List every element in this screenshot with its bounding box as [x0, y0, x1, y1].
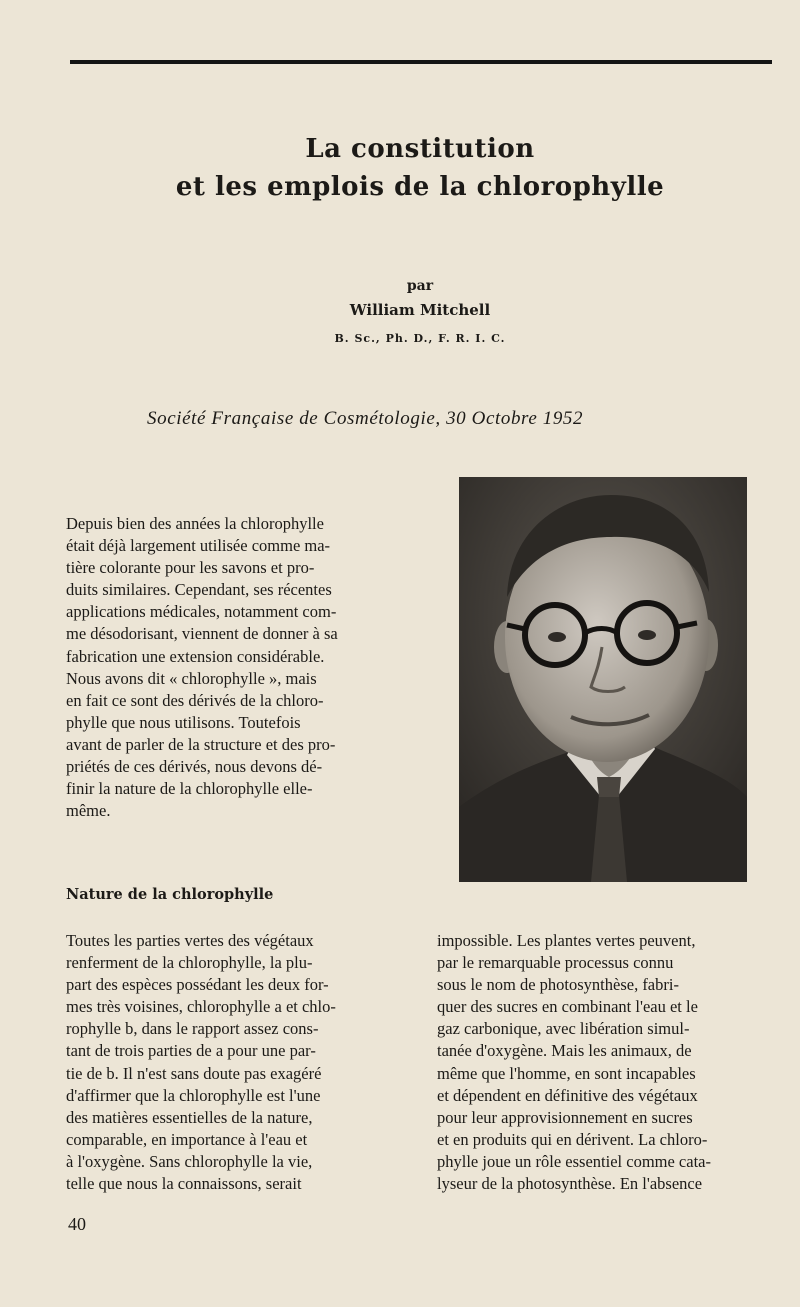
intro-line: duits similaires. Cependant, ses récentes: [66, 580, 332, 600]
intro-line: finir la nature de la chlorophylle elle-: [66, 779, 313, 799]
intro-line: me désodorisant, viennent de donner à sa: [66, 624, 338, 644]
body-line: et en produits qui en dérivent. La chloro-: [437, 1129, 708, 1149]
society-date-line: Société Française de Cosmétologie, 30 Octobre 1952: [147, 408, 584, 429]
body-line: lyseur de la photosynthèse. En l'absence: [437, 1174, 703, 1194]
intro-line: priétés de ces dérivés, nous devons dé-: [66, 757, 323, 777]
article-title-line-2: et les emplois de la chlorophylle: [175, 172, 665, 202]
body-line: tant de trois parties de a pour une par-: [66, 1041, 316, 1061]
body-column-left: [66, 930, 411, 1195]
portrait-illustration: [459, 477, 747, 882]
intro-line: applications médicales, notamment com-: [66, 602, 337, 622]
intro-line: était déjà largement utilisée comme ma-: [66, 536, 331, 556]
body-line: impossible. Les plantes vertes peuvent,: [437, 931, 696, 950]
body-line: par le remarquable processus connu: [437, 953, 674, 973]
body-line: même que l'homme, en sont incapables: [437, 1063, 696, 1083]
body-line: pour leur approvisionnement en sucres: [437, 1107, 693, 1127]
body-line: tanée d'oxygène. Mais les animaux, de: [437, 1041, 692, 1061]
intro-line: même.: [66, 801, 111, 821]
intro-paragraph: [66, 513, 411, 822]
intro-line: Depuis bien des années la chlorophylle: [66, 514, 324, 533]
body-line: mes très voisines, chlorophylle a et chlo-: [66, 997, 336, 1017]
body-line: d'affirmer que la chlorophylle est l'une: [66, 1085, 321, 1105]
body-line: rophylle b, dans le rapport assez cons-: [66, 1019, 319, 1039]
body-line: des matières essentielles de la nature,: [66, 1107, 313, 1127]
body-line: gaz carbonique, avec libération simul-: [437, 1019, 690, 1039]
body-line: sous le nom de photosynthèse, fabri-: [437, 975, 679, 995]
body-line: part des espèces possédant les deux for-: [66, 975, 329, 995]
body-line: à l'oxygène. Sans chlorophylle la vie,: [66, 1151, 313, 1171]
article-title-line-1: La constitution: [305, 134, 535, 164]
body-line: Toutes les parties vertes des végétaux: [66, 931, 314, 950]
intro-line: phylle que nous utilisons. Toutefois: [66, 712, 301, 732]
body-line: comparable, en importance à l'eau et: [66, 1129, 308, 1149]
section-heading: Nature de la chlorophylle: [66, 886, 274, 903]
author-name: William Mitchell: [349, 301, 491, 319]
intro-line: avant de parler de la structure et des pro-: [66, 734, 336, 754]
byline-par: par: [406, 278, 434, 294]
intro-line: fabrication une extension considérable.: [66, 646, 325, 666]
top-rule: [70, 60, 772, 64]
body-line: renferment de la chlorophylle, la plu-: [66, 953, 313, 973]
body-column-right: [437, 930, 775, 1195]
author-degrees: B. Sc., Ph. D., F. R. I. C.: [334, 332, 506, 345]
intro-line: tière colorante pour les savons et pro-: [66, 558, 315, 578]
body-line: quer des sucres en combinant l'eau et le: [437, 997, 698, 1017]
intro-line: en fait ce sont des dérivés de la chloro-: [66, 690, 324, 710]
body-line: et dépendent en définitive des végétaux: [437, 1085, 698, 1105]
body-line: tie de b. Il n'est sans doute pas exagéré: [66, 1063, 322, 1083]
body-line: telle que nous la connaissons, serait: [66, 1174, 302, 1194]
author-portrait-photo: [459, 477, 747, 882]
intro-line: Nous avons dit « chlorophylle », mais: [66, 668, 317, 688]
page-number: 40: [68, 1214, 86, 1234]
body-line: phylle joue un rôle essentiel comme cata-: [437, 1151, 711, 1171]
